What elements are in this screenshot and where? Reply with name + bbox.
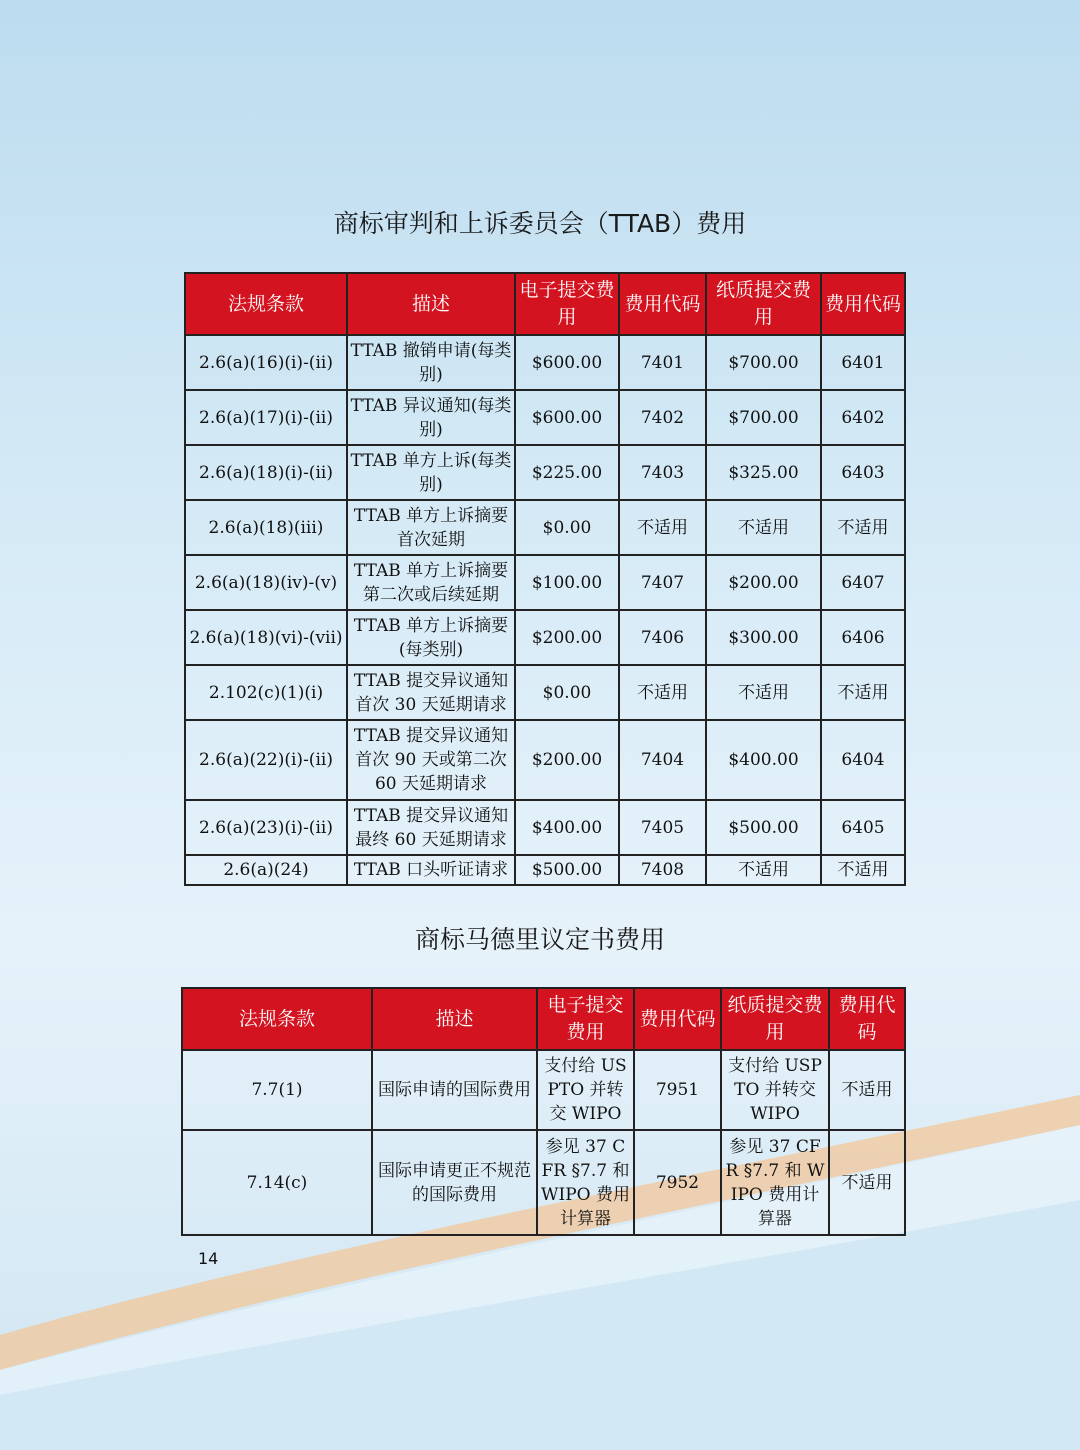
- page-number: 14: [198, 1249, 219, 1268]
- cell-paper-fee: $400.00: [706, 720, 821, 800]
- cell-fee-code: 6407: [821, 555, 905, 610]
- header-paper-fee: 纸质提交费用: [706, 273, 821, 335]
- cell-fee-code: 7404: [619, 720, 706, 800]
- cell-description: TTAB 单方上诉摘要(每类别): [347, 610, 515, 665]
- header-electronic-fee: 电子提交费用: [537, 988, 634, 1050]
- cell-description: TTAB 提交异议通知最终 60 天延期请求: [347, 800, 515, 855]
- madrid-fees-title: 商标马德里议定书费用: [414, 925, 665, 954]
- cell-fee-code: 7402: [619, 390, 706, 445]
- cell-description: TTAB 单方上诉摘要第二次或后续延期: [347, 555, 515, 610]
- cell-electronic-fee: $200.00: [515, 610, 619, 665]
- cell-regulation: 2.6(a)(18)(vi)-(vii): [185, 610, 347, 665]
- cell-description: TTAB 撤销申请(每类别): [347, 335, 515, 390]
- cell-fee-code: 6404: [821, 720, 905, 800]
- cell-fee-code: 不适用: [619, 500, 706, 555]
- header-fee-code: 费用代码: [829, 988, 905, 1050]
- ttab-fees-title: 商标审判和上诉委员会（TTAB）费用: [333, 209, 747, 238]
- header-fee-code: 费用代码: [821, 273, 905, 335]
- header-regulation: 法规条款: [185, 273, 347, 335]
- cell-fee-code: 6402: [821, 390, 905, 445]
- cell-paper-fee: 不适用: [706, 855, 821, 885]
- ttab-fees-table: [184, 272, 906, 886]
- cell-paper-fee: $200.00: [706, 555, 821, 610]
- cell-paper-fee: 不适用: [706, 665, 821, 720]
- cell-electronic-fee: $400.00: [515, 800, 619, 855]
- cell-electronic-fee: $225.00: [515, 445, 619, 500]
- cell-paper-fee: $325.00: [706, 445, 821, 500]
- table-row: [185, 335, 905, 390]
- cell-electronic-fee: $500.00: [515, 855, 619, 885]
- cell-electronic-fee: 参见 37 CFR §7.7 和 WIPO 费用计算器: [537, 1130, 634, 1235]
- cell-regulation: 7.14(c): [182, 1130, 372, 1235]
- cell-fee-code: 不适用: [619, 665, 706, 720]
- cell-fee-code: 7406: [619, 610, 706, 665]
- cell-description: TTAB 单方上诉摘要首次延期: [347, 500, 515, 555]
- cell-regulation: 7.7(1): [182, 1050, 372, 1130]
- table-row: [185, 610, 905, 665]
- cell-fee-code: 6403: [821, 445, 905, 500]
- cell-regulation: 2.6(a)(23)(i)-(ii): [185, 800, 347, 855]
- cell-description: 国际申请更正不规范的国际费用: [372, 1130, 537, 1235]
- header-paper-fee: 纸质提交费用: [721, 988, 829, 1050]
- madrid-fees-table: [181, 987, 906, 1236]
- cell-fee-code: 6405: [821, 800, 905, 855]
- header-regulation: 法规条款: [182, 988, 372, 1050]
- cell-regulation: 2.6(a)(16)(i)-(ii): [185, 335, 347, 390]
- header-electronic-fee: 电子提交费用: [515, 273, 619, 335]
- cell-regulation: 2.6(a)(24): [185, 855, 347, 885]
- cell-regulation: 2.6(a)(18)(iii): [185, 500, 347, 555]
- cell-fee-code: 不适用: [821, 665, 905, 720]
- cell-regulation: 2.102(c)(1)(i): [185, 665, 347, 720]
- cell-electronic-fee: $0.00: [515, 500, 619, 555]
- cell-description: TTAB 单方上诉(每类别): [347, 445, 515, 500]
- header-row: [182, 988, 905, 1050]
- cell-paper-fee: $700.00: [706, 335, 821, 390]
- cell-fee-code: 7951: [634, 1050, 721, 1130]
- cell-fee-code: 不适用: [829, 1130, 905, 1235]
- cell-fee-code: 7403: [619, 445, 706, 500]
- cell-fee-code: 7408: [619, 855, 706, 885]
- table-row: [182, 1130, 905, 1235]
- cell-fee-code: 7952: [634, 1130, 721, 1235]
- cell-paper-fee: $700.00: [706, 390, 821, 445]
- cell-regulation: 2.6(a)(22)(i)-(ii): [185, 720, 347, 800]
- table-row: [182, 1050, 905, 1130]
- cell-fee-code: 6401: [821, 335, 905, 390]
- cell-description: TTAB 异议通知(每类别): [347, 390, 515, 445]
- cell-fee-code: 不适用: [821, 500, 905, 555]
- table-row: [185, 665, 905, 720]
- cell-electronic-fee: $0.00: [515, 665, 619, 720]
- cell-fee-code: 不适用: [829, 1050, 905, 1130]
- cell-regulation: 2.6(a)(18)(i)-(ii): [185, 445, 347, 500]
- cell-electronic-fee: 支付给 USPTO 并转交 WIPO: [537, 1050, 634, 1130]
- cell-regulation: 2.6(a)(17)(i)-(ii): [185, 390, 347, 445]
- table-row: [185, 720, 905, 800]
- cell-regulation: 2.6(a)(18)(iv)-(v): [185, 555, 347, 610]
- table-row: [185, 855, 905, 885]
- cell-paper-fee: 不适用: [706, 500, 821, 555]
- cell-fee-code: 7405: [619, 800, 706, 855]
- cell-paper-fee: $300.00: [706, 610, 821, 665]
- header-description: 描述: [372, 988, 537, 1050]
- table-row: [185, 390, 905, 445]
- cell-fee-code: 7407: [619, 555, 706, 610]
- cell-fee-code: 7401: [619, 335, 706, 390]
- cell-description: TTAB 口头听证请求: [347, 855, 515, 885]
- cell-fee-code: 6406: [821, 610, 905, 665]
- cell-electronic-fee: $100.00: [515, 555, 619, 610]
- cell-paper-fee: 参见 37 CFR §7.7 和 WIPO 费用计算器: [721, 1130, 829, 1235]
- header-description: 描述: [347, 273, 515, 335]
- table-row: [185, 445, 905, 500]
- cell-electronic-fee: $600.00: [515, 335, 619, 390]
- cell-description: TTAB 提交异议通知首次 30 天延期请求: [347, 665, 515, 720]
- header-fee-code: 费用代码: [634, 988, 721, 1050]
- table-row: [185, 800, 905, 855]
- table-row: [185, 500, 905, 555]
- cell-description: 国际申请的国际费用: [372, 1050, 537, 1130]
- header-row: [185, 273, 905, 335]
- cell-fee-code: 不适用: [821, 855, 905, 885]
- cell-paper-fee: $500.00: [706, 800, 821, 855]
- table-row: [185, 555, 905, 610]
- header-fee-code: 费用代码: [619, 273, 706, 335]
- cell-paper-fee: 支付给 USPTO 并转交 WIPO: [721, 1050, 829, 1130]
- cell-electronic-fee: $200.00: [515, 720, 619, 800]
- cell-electronic-fee: $600.00: [515, 390, 619, 445]
- cell-description: TTAB 提交异议通知首次 90 天或第二次 60 天延期请求: [347, 720, 515, 800]
